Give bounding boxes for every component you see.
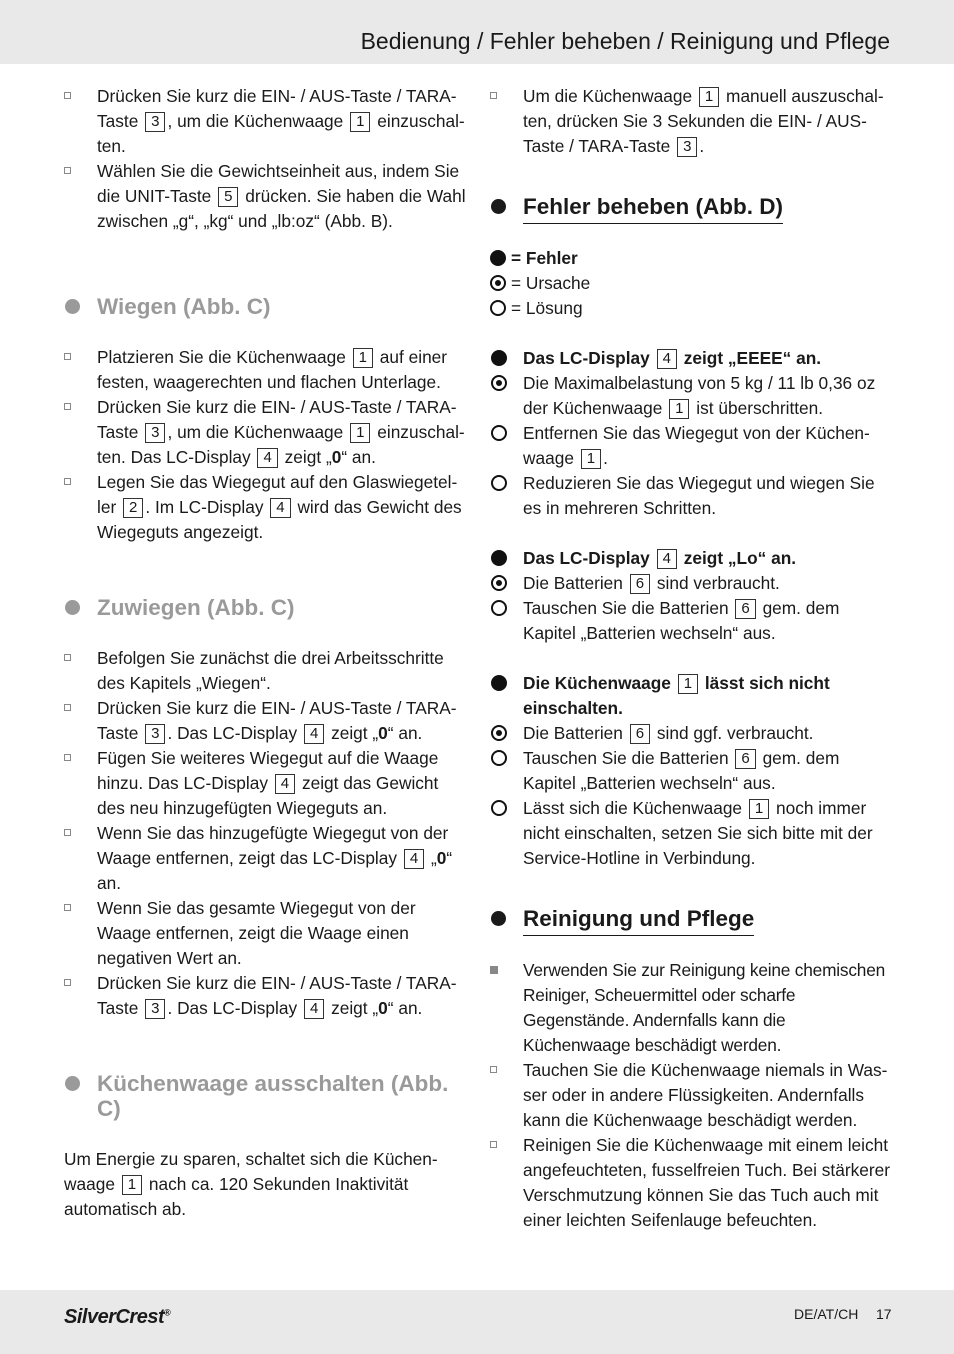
error-solution: Entfernen Sie das Wiegegut von der Küchen-waage 1 . — [490, 421, 892, 471]
empty-circle-icon — [491, 600, 507, 616]
part-number: 1 — [122, 1175, 142, 1195]
empty-circle-icon — [491, 475, 507, 491]
part-number: 4 — [270, 498, 290, 518]
bullet-dot-icon — [65, 299, 80, 314]
list-item: Tauchen Sie die Küchenwaage niemals in Was-ser oder in andere Flüssigkeiten. Andernfalls kann die Küchenwaage beschädigt werden. — [490, 1058, 892, 1133]
page-number: 17 — [876, 1306, 892, 1322]
error-title: Das LC-Display 4 zeigt „EEEE“ an. — [490, 346, 892, 371]
error-solution: Tauschen Sie die Batterien 6 gem. dem Kapitel „Batterien wechseln“ aus. — [490, 746, 892, 796]
part-number: 1 — [749, 799, 769, 819]
bullet-dot-icon — [491, 199, 506, 214]
radio-circle-icon — [491, 725, 507, 741]
checkbox-bullet-icon — [490, 92, 497, 99]
section-heading-wiegen: Wiegen (Abb. C) — [64, 294, 466, 319]
paragraph: Um Energie zu sparen, schaltet sich die Küchen-waage 1 nach ca. 120 Sekunden Inaktivität automatisch ab. — [64, 1149, 438, 1219]
part-number: 3 — [145, 112, 165, 132]
part-number: 3 — [145, 423, 165, 443]
brand-logo: SilverCrest® — [64, 1306, 171, 1328]
bullet-dot-icon — [491, 911, 506, 926]
legend-loesung: = Lösung — [490, 296, 892, 321]
bullet-dot-icon — [65, 600, 80, 615]
checkbox-bullet-icon — [64, 167, 71, 174]
list-item: Fügen Sie weiteres Wiegegut auf die Waage hinzu. Das LC-Display 4 zeigt das Gewicht des neu hinzugefügten Wiegeguts an. — [64, 746, 466, 821]
warning-item: Verwenden Sie zur Reinigung keine chemischen Reiniger, Scheuermittel oder scharfe Gegenstände. Andernfalls kann die Küchenwaage beschädigt werden. — [490, 958, 892, 1058]
part-number: 1 — [669, 399, 689, 419]
list-item: Drücken Sie kurz die EIN- / AUS-Taste / TARA-Taste 3 . Das LC-Display 4 zeigt „0“ an. — [64, 971, 466, 1021]
checkbox-bullet-icon — [64, 829, 71, 836]
empty-circle-icon — [490, 300, 506, 316]
part-number: 1 — [350, 112, 370, 132]
error-title: Die Küchenwaage 1 lässt sich nicht einschalten. — [490, 671, 892, 721]
checkbox-bullet-icon — [490, 1066, 497, 1073]
list-item: Um die Küchenwaage 1 manuell auszuschal-ten, drücken Sie 3 Sekunden die EIN- / AUS-Taste / TARA-Taste 3 . — [490, 84, 892, 159]
part-number: 4 — [304, 999, 324, 1019]
checkbox-bullet-icon — [64, 403, 71, 410]
page-title: Bedienung / Fehler beheben / Reinigung und Pflege — [360, 28, 890, 54]
part-number: 5 — [218, 187, 238, 207]
filled-circle-icon — [491, 550, 507, 566]
error-solution: Tauschen Sie die Batterien 6 gem. dem Kapitel „Batterien wechseln“ aus. — [490, 596, 892, 646]
checkbox-bullet-icon — [64, 704, 71, 711]
list-item: Platzieren Sie die Küchenwaage 1 auf einer festen, waagerechten und flachen Unterlage. — [64, 345, 466, 395]
list-item: Drücken Sie kurz die EIN- / AUS-Taste / TARA-Taste 3 . Das LC-Display 4 zeigt „0“ an. — [64, 696, 466, 746]
part-number: 1 — [353, 348, 373, 368]
checkbox-bullet-icon — [64, 654, 71, 661]
part-number: 1 — [581, 449, 601, 469]
legend-fehler: = Fehler — [490, 246, 892, 271]
section-heading-reinigung: Reinigung und Pflege — [490, 906, 892, 936]
checkbox-bullet-icon — [64, 754, 71, 761]
warning-square-icon — [490, 966, 498, 974]
part-number: 3 — [145, 999, 165, 1019]
left-column — [64, 84, 466, 1222]
part-number: 6 — [630, 724, 650, 744]
part-number: 4 — [404, 849, 424, 869]
section-heading-ausschalten: Küchenwaage ausschalten (Abb. C) — [64, 1071, 466, 1121]
list-item: Wenn Sie das gesamte Wiegegut von der Waage entfernen, zeigt die Waage einen negativen Wert an. — [64, 896, 466, 971]
checkbox-bullet-icon — [64, 979, 71, 986]
error-cause: Die Batterien 6 sind verbraucht. — [490, 571, 892, 596]
locale-label: DE/AT/CH — [794, 1306, 859, 1322]
empty-circle-icon — [491, 425, 507, 441]
legend-ursache: = Ursache — [490, 271, 892, 296]
list-item: Wählen Sie die Gewichtseinheit aus, indem Sie die UNIT-Taste 5 drücken. Sie haben die Wahl zwischen „g“, „kg“ und „lb:oz“ (Abb. B). — [64, 159, 466, 234]
part-number: 4 — [257, 448, 277, 468]
checkbox-bullet-icon — [64, 478, 71, 485]
section-heading-fehler: Fehler beheben (Abb. D) — [490, 194, 892, 224]
part-number: 2 — [123, 498, 143, 518]
part-number: 1 — [350, 423, 370, 443]
filled-circle-icon — [490, 250, 506, 266]
filled-circle-icon — [491, 675, 507, 691]
part-number: 4 — [275, 774, 295, 794]
empty-circle-icon — [491, 800, 507, 816]
list-item: Drücken Sie kurz die EIN- / AUS-Taste / TARA-Taste 3 , um die Küchenwaage 1 einzuschal-ten. Das LC-Display 4 zeigt „0“ an. — [64, 395, 466, 470]
list-item: Legen Sie das Wiegegut auf den Glaswiegetel-ler 2 . Im LC-Display 4 wird das Gewicht des Wiegeguts angezeigt. — [64, 470, 466, 545]
radio-circle-icon — [491, 575, 507, 591]
list-item: Wenn Sie das hinzugefügte Wiegegut von der Waage entfernen, zeigt das LC-Display 4 „0“ an. — [64, 821, 466, 896]
bullet-dot-icon — [65, 1076, 80, 1091]
part-number: 3 — [677, 137, 697, 157]
part-number: 1 — [699, 87, 719, 107]
list-item: Befolgen Sie zunächst die drei Arbeitsschritte des Kapitels „Wiegen“. — [64, 646, 466, 696]
checkbox-bullet-icon — [64, 904, 71, 911]
error-solution: Reduzieren Sie das Wiegegut und wiegen Sie es in mehreren Schritten. — [490, 471, 892, 521]
part-number: 4 — [304, 724, 324, 744]
radio-circle-icon — [490, 275, 506, 291]
error-solution: Lässt sich die Küchenwaage 1 noch immer nicht einschalten, setzen Sie sich bitte mit der Service-Hotline in Verbindung. — [490, 796, 892, 871]
error-cause: Die Maximalbelastung von 5 kg / 11 lb 0,36 oz der Küchenwaage 1 ist überschritten. — [490, 371, 892, 421]
part-number: 1 — [678, 674, 698, 694]
part-number: 6 — [735, 749, 755, 769]
filled-circle-icon — [491, 350, 507, 366]
empty-circle-icon — [491, 750, 507, 766]
section-heading-zuwiegen: Zuwiegen (Abb. C) — [64, 595, 466, 620]
part-number: 6 — [630, 574, 650, 594]
right-column — [490, 84, 892, 1233]
list-item: Drücken Sie kurz die EIN- / AUS-Taste / TARA-Taste 3 , um die Küchenwaage 1 einzuschal-ten. — [64, 84, 466, 159]
list-item: Reinigen Sie die Küchenwaage mit einem leicht angefeuchteten, fusselfreien Tuch. Bei stärkerer Verschmutzung können Sie das Tuch auch mit einer leichten Seifenlauge befeuchten. — [490, 1133, 892, 1233]
part-number: 3 — [145, 724, 165, 744]
part-number: 4 — [657, 549, 677, 569]
checkbox-bullet-icon — [64, 92, 71, 99]
error-cause: Die Batterien 6 sind ggf. verbraucht. — [490, 721, 892, 746]
checkbox-bullet-icon — [64, 353, 71, 360]
error-title: Das LC-Display 4 zeigt „Lo“ an. — [490, 546, 892, 571]
part-number: 6 — [735, 599, 755, 619]
checkbox-bullet-icon — [490, 1141, 497, 1148]
radio-circle-icon — [491, 375, 507, 391]
part-number: 4 — [657, 349, 677, 369]
